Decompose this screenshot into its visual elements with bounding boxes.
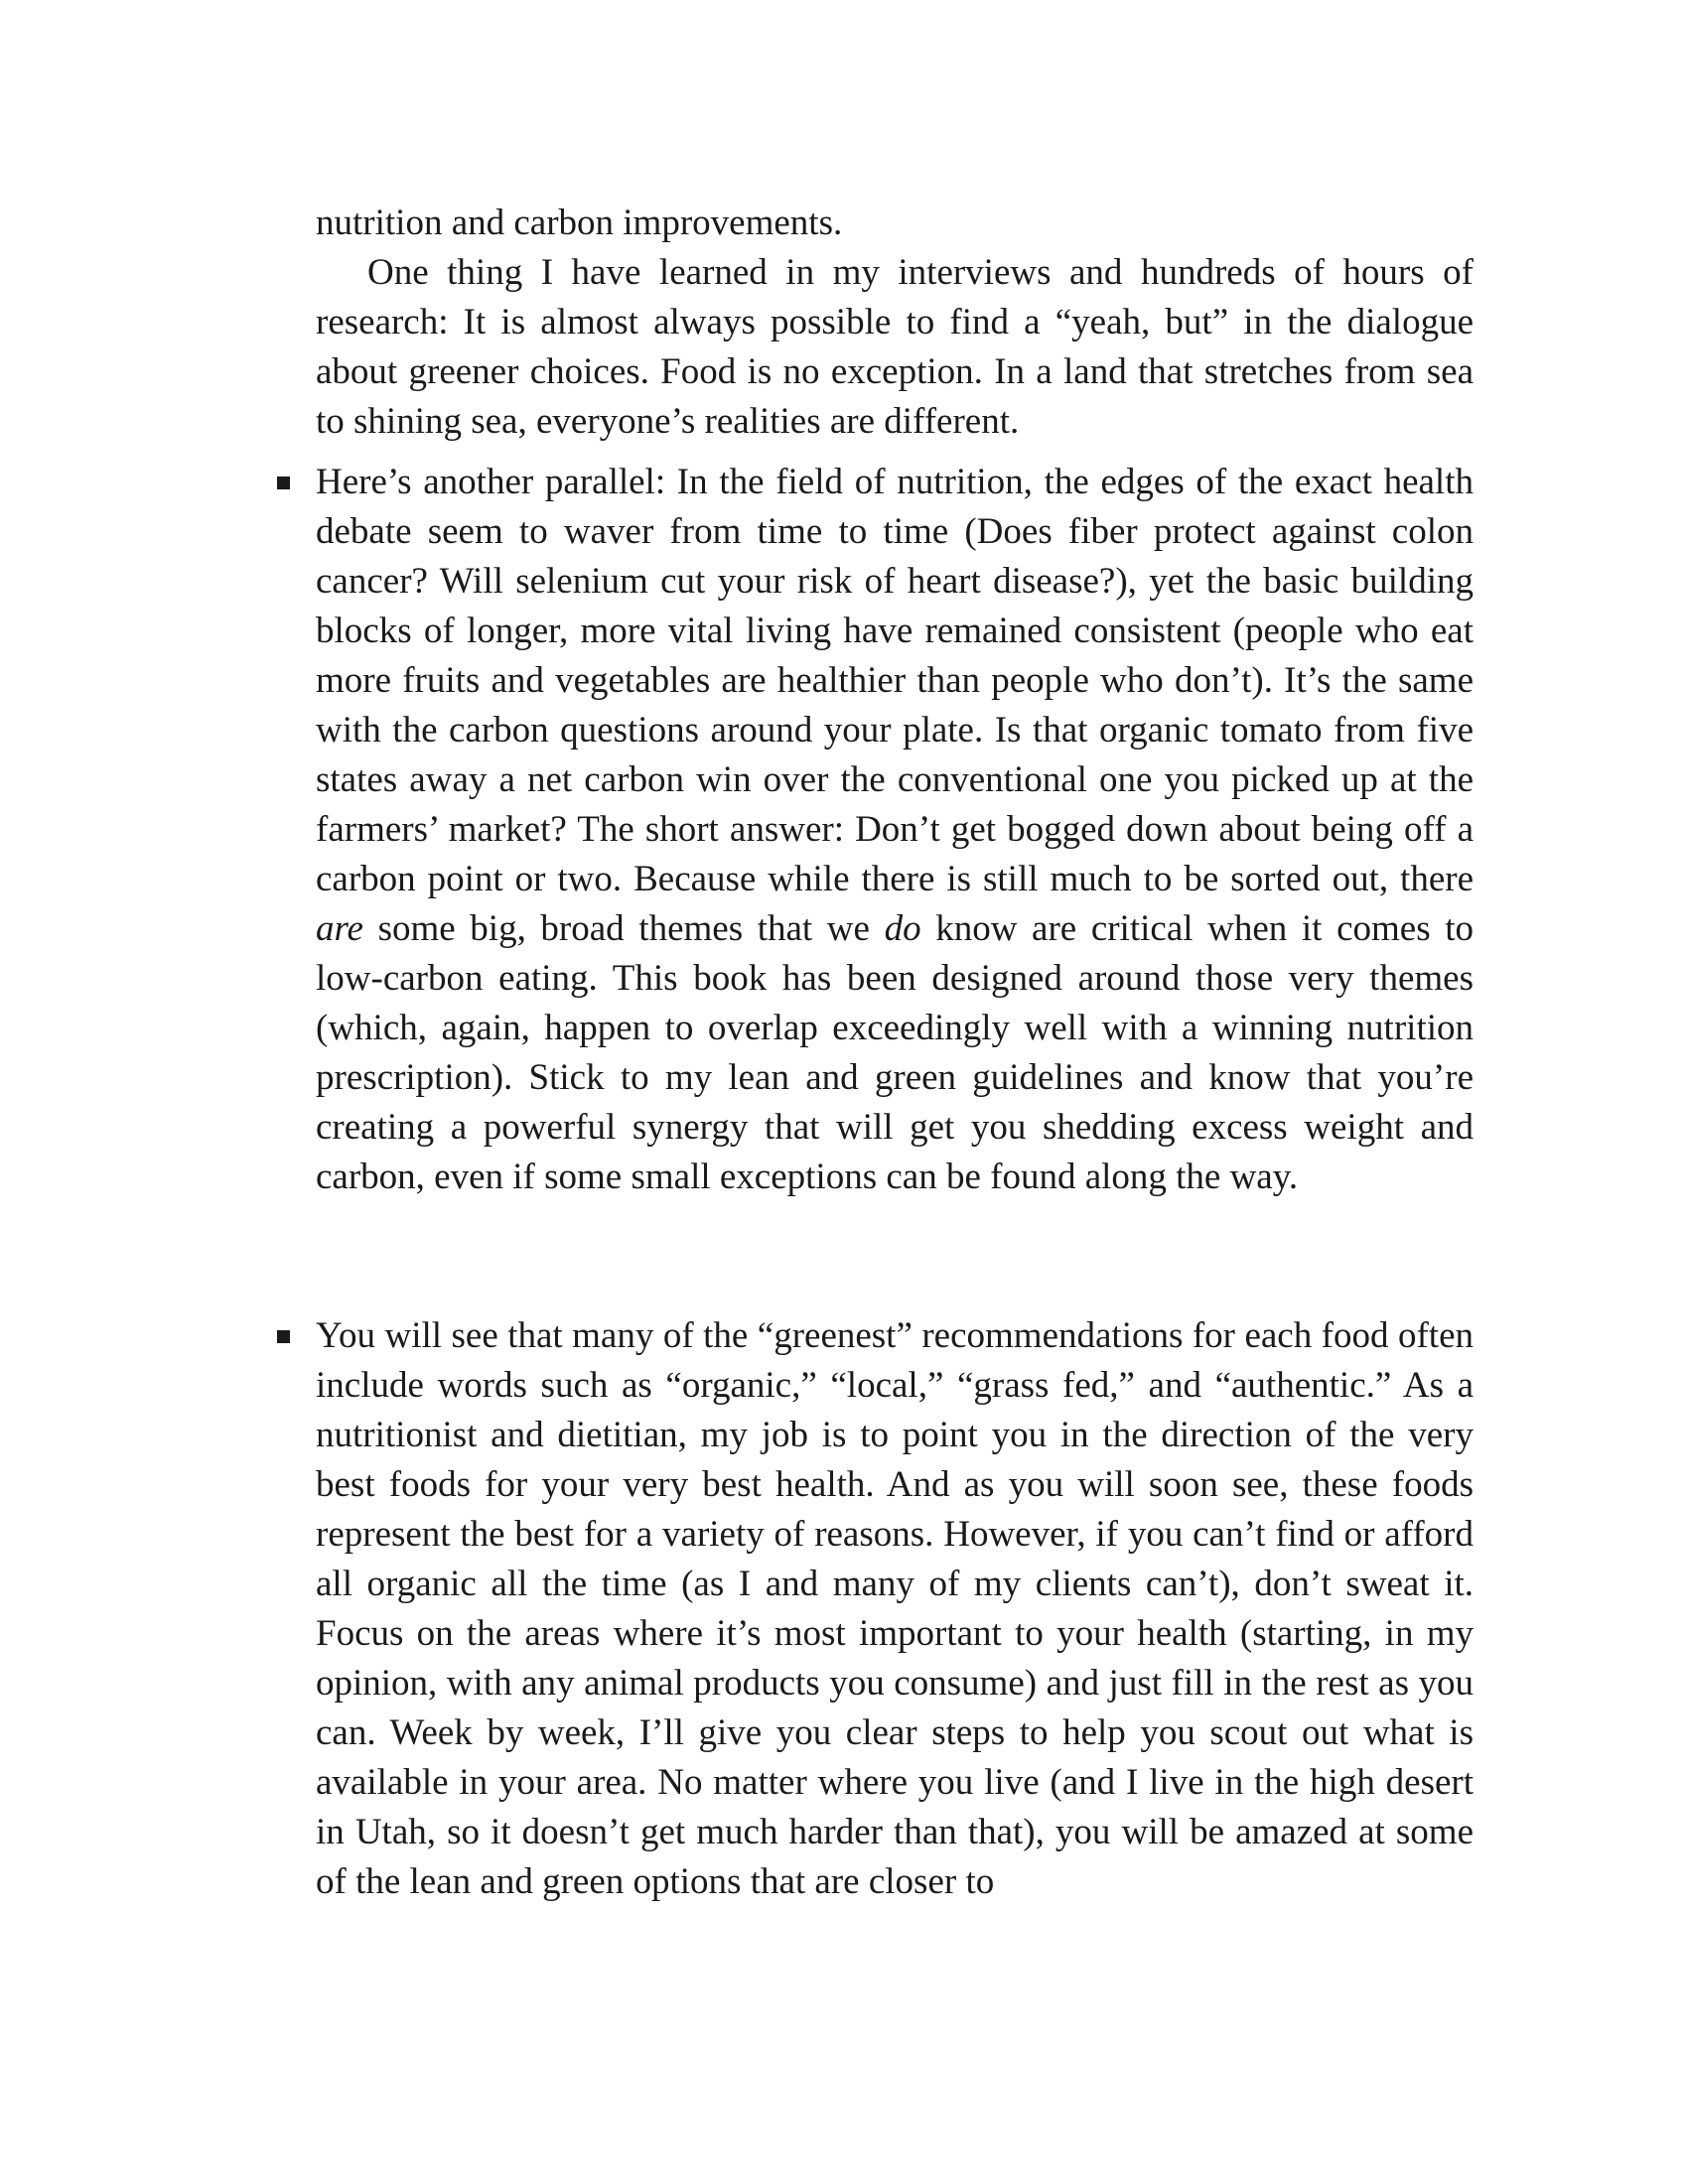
square-bullet-icon [277,477,290,489]
square-bullet-icon [277,1330,290,1343]
bullet-text-part: know are critical when it comes to low-carbon eating. This book has been designed around those very themes (which, again, happen to overlap exceedingly well with a winning nutrition prescription). Stick to my lean and green guidelines and know that you’re creating a powerful synergy that will get you shedding excess weight and carbon, even if some small exceptions can be found along the way. [316,908,1474,1197]
bullet-text-part: Here’s another parallel: In the field of nutrition, the edges of the exact health debate seem to waver from time to time (Does fiber protect against colon cancer? Will selenium cut your risk of heart disease?), yet the basic building blocks of longer, more vital living have remained consistent (people who eat more fruits and vegetables are healthier than people who don’t). It’s the same with the carbon questions around your plate. Is that organic tomato from five states away a net carbon win over the conventional one you picked up at the farmers’ market? The short answer: Don’t get bogged down about being off a carbon point or two. Because while there is still much to be sorted out, there [316,462,1474,899]
emphasis-do: do [884,908,921,949]
bullet-paragraph-greenest: You will see that many of the “greenest” recommendations for each food often include words such as “organic,” “local,” “grass fed,” and “authentic.” As a nutritionist and dietitian, my job is to point you in the direction of the very best foods for your very best health. And as you will soon see, these foods represent the best for a variety of reasons. However, if you can’t find or afford all organic all the time (as I and many of my clients can’t), don’t sweat it. Focus on the areas where it’s most important to your health (starting, in my opinion, with any animal products you consume) and just fill in the rest as you can. Week by week, I’ll give you clear steps to help you scout out what is available in your area. No matter where you live (and I live in the high desert in Utah, so it doesn’t get much harder than that), you will be amazed at some of the lean and green options that are closer to [316,1315,1474,1902]
paragraph-continuation: nutrition and carbon improvements. [316,203,843,243]
paragraph-interviews: One thing I have learned in my interviews and hundreds of hours of research: It is almost always possible to find a “yeah, but” in the dialogue about greener choices. Food is no exception. In a land that stretches from sea to shining sea, everyone’s realities are different. [316,252,1474,442]
bullet-paragraph-parallel [316,458,1474,1202]
emphasis-are: are [316,908,363,949]
bullet-text-part: some big, broad themes that we [362,908,885,949]
